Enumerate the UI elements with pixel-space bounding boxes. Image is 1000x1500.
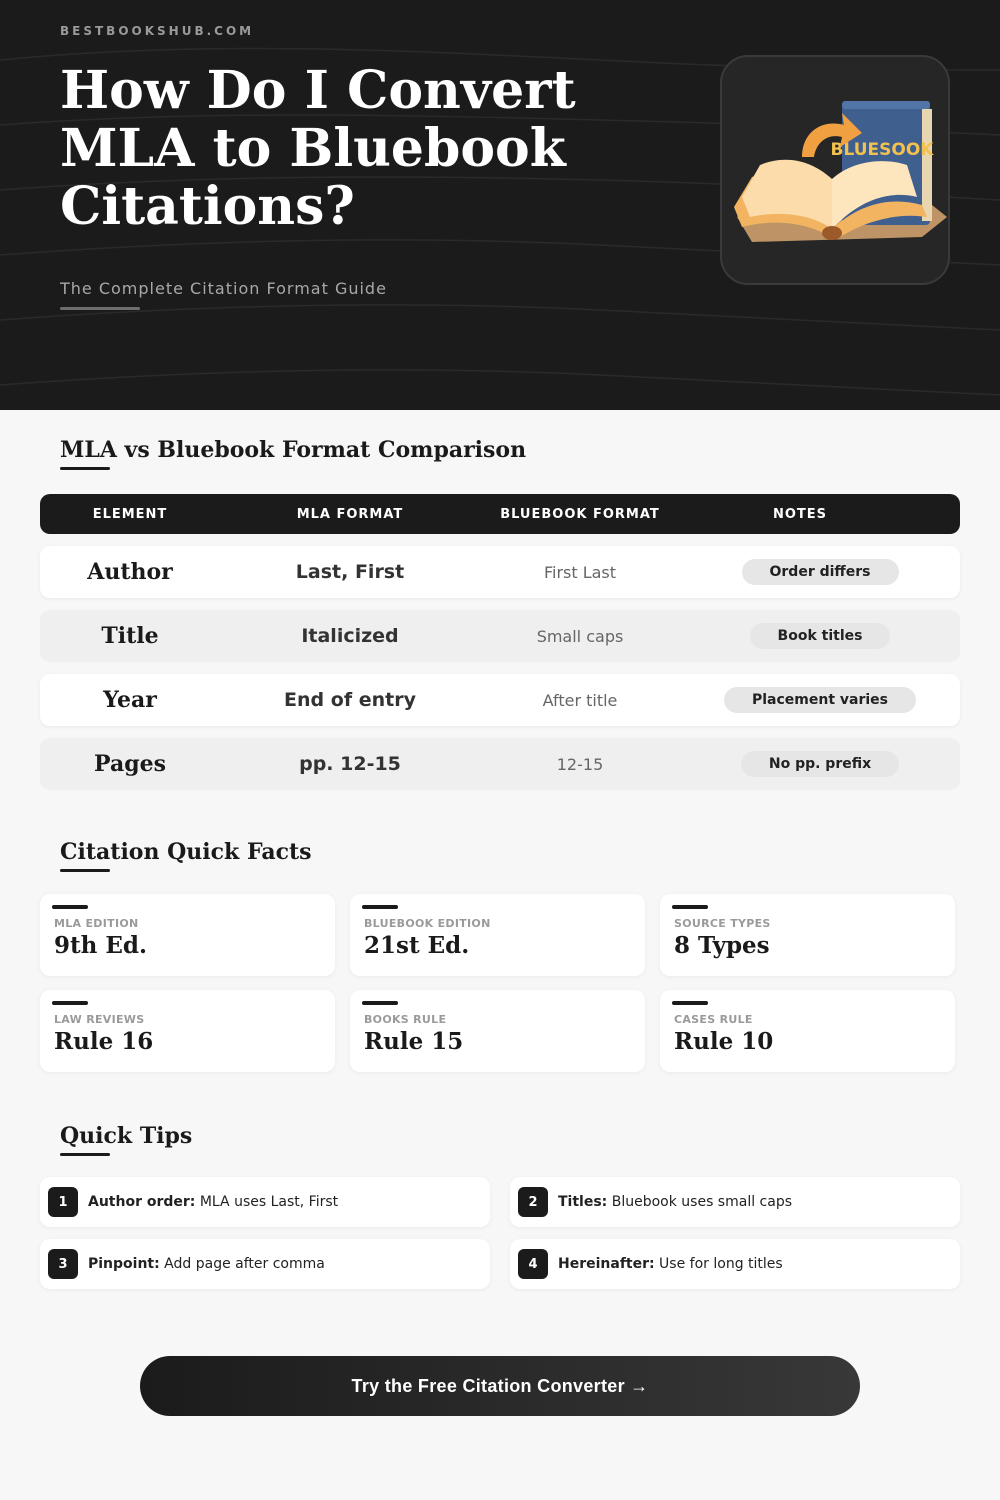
fact-value: Rule 15 [364, 1028, 464, 1055]
section-underline [60, 467, 110, 470]
table-header [40, 494, 960, 534]
table-row [40, 738, 960, 790]
fact-value: Rule 10 [674, 1028, 774, 1055]
tip-card [40, 1239, 490, 1289]
mla-cell: Italicized [301, 625, 399, 647]
note-badge: Book titles [750, 623, 891, 649]
fact-accent-bar [52, 905, 88, 909]
comparison-section-title: MLA vs Bluebook Format Comparison [60, 437, 527, 463]
note-badge: Order differs [742, 559, 899, 585]
bluebook-cell: Small caps [536, 626, 624, 646]
fact-value: 9th Ed. [54, 932, 147, 959]
element-cell: Year [103, 687, 157, 713]
column-header-notes: NOTES [772, 506, 828, 522]
book-convert-icon [722, 57, 952, 287]
facts-section-title: Citation Quick Facts [60, 839, 312, 865]
column-header-mla: MLA FORMAT [296, 506, 404, 522]
fact-card [660, 990, 955, 1072]
book-label: BLUESOOK [830, 140, 934, 160]
tip-text [88, 1256, 325, 1272]
fact-label: BOOKS RULE [364, 1013, 447, 1026]
element-cell: Author [87, 559, 173, 585]
notes-cell [680, 623, 960, 649]
fact-card [350, 894, 645, 976]
table-row [40, 610, 960, 662]
tip-heading: Titles: [558, 1194, 608, 1210]
element-cell: Pages [94, 751, 166, 777]
tip-heading: Author order: [88, 1194, 196, 1210]
mla-cell: End of entry [284, 689, 416, 711]
fact-label: CASES RULE [674, 1013, 753, 1026]
tip-text [558, 1256, 783, 1272]
tip-text [558, 1194, 792, 1210]
table-row [40, 674, 960, 726]
notes-cell [680, 687, 960, 713]
bluebook-cell: 12-15 [556, 754, 604, 774]
tip-number-badge: 3 [48, 1249, 78, 1279]
tip-heading: Pinpoint: [88, 1256, 160, 1272]
mla-cell: Last, First [295, 561, 405, 583]
tip-heading: Hereinafter: [558, 1256, 655, 1272]
tip-card [510, 1177, 960, 1227]
column-header-bluebook: BLUEBOOK FORMAT [500, 506, 660, 522]
bluebook-cell: First Last [543, 562, 617, 582]
fact-card [40, 894, 335, 976]
fact-label: BLUEBOOK EDITION [364, 917, 491, 930]
section-underline [60, 1153, 110, 1156]
tip-card [40, 1177, 490, 1227]
mla-cell: pp. 12-15 [299, 753, 401, 775]
section-underline [60, 869, 110, 872]
illustration-card [720, 55, 950, 285]
site-name: BESTBOOKSHUB.COM [60, 24, 255, 38]
hero-banner [0, 0, 1000, 410]
citation-converter-cta-button[interactable]: Try the Free Citation Converter → [140, 1356, 860, 1416]
subtitle-underline [60, 307, 140, 310]
tip-number-badge: 1 [48, 1187, 78, 1217]
fact-card [40, 990, 335, 1072]
note-badge: No pp. prefix [741, 751, 899, 777]
tip-body: Bluebook uses small caps [607, 1194, 793, 1210]
notes-cell [680, 559, 960, 585]
fact-accent-bar [672, 1001, 708, 1005]
page-subtitle: The Complete Citation Format Guide [60, 279, 387, 298]
tip-body: MLA uses Last, First [195, 1194, 339, 1210]
fact-value: Rule 16 [54, 1028, 154, 1055]
fact-label: SOURCE TYPES [674, 917, 771, 930]
tip-number-badge: 4 [518, 1249, 548, 1279]
page-title: How Do I Convert MLA to Bluebook Citations? [60, 60, 576, 237]
bluebook-cell: After title [542, 690, 618, 710]
column-header-element: ELEMENT [92, 506, 168, 522]
fact-card [660, 894, 955, 976]
fact-accent-bar [362, 905, 398, 909]
fact-value: 21st Ed. [364, 932, 470, 959]
fact-card [350, 990, 645, 1072]
fact-value: 8 Types [674, 932, 770, 959]
fact-label: LAW REVIEWS [54, 1013, 145, 1026]
tip-body: Use for long titles [654, 1256, 783, 1272]
fact-label: MLA EDITION [54, 917, 139, 930]
table-row [40, 546, 960, 598]
element-cell: Title [101, 623, 159, 649]
note-badge: Placement varies [724, 687, 916, 713]
tips-section-title: Quick Tips [60, 1123, 193, 1149]
fact-accent-bar [52, 1001, 88, 1005]
tip-text [88, 1194, 338, 1210]
notes-cell [680, 751, 960, 777]
tip-body: Add page after comma [159, 1256, 325, 1272]
fact-accent-bar [362, 1001, 398, 1005]
tip-number-badge: 2 [518, 1187, 548, 1217]
tip-card [510, 1239, 960, 1289]
fact-accent-bar [672, 905, 708, 909]
